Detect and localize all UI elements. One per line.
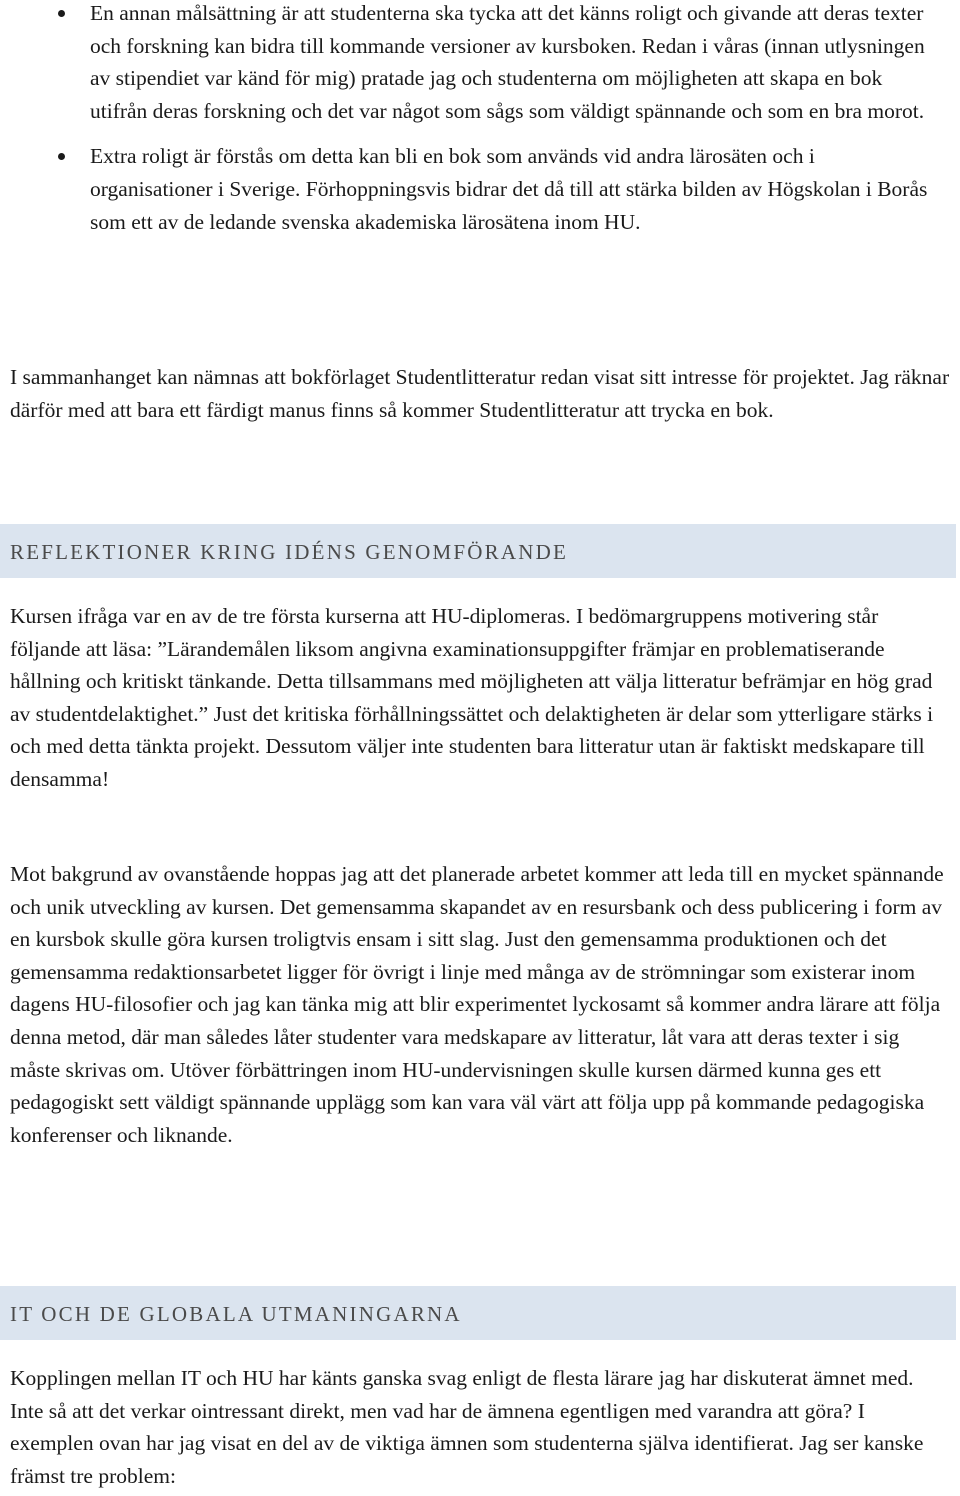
section-heading-band — [0, 1286, 956, 1340]
bullet-item — [0, 140, 960, 238]
bullet-item — [0, 0, 960, 127]
section-heading: IT OCH DE GLOBALA UTMANINGARNA — [10, 1302, 462, 1326]
section-heading: REFLEKTIONER KRING IDÉNS GENOMFÖRANDE — [10, 540, 568, 564]
bullet-dot-icon — [58, 10, 65, 17]
section-heading-band — [0, 524, 956, 578]
bullet-text: Extra roligt är förstås om detta kan bli en bok som används vid andra lärosäten och i organisationer i Sverige. Förhoppningsvis bidrar det då till att stärka bilden av Högskolan i Borås som ett av de ledande svenska akademiska lärosätena inom HU. — [90, 144, 928, 234]
intro-paragraph: I sammanhanget kan nämnas att bokförlaget Studentlitteratur redan visat sitt intresse för projektet. Jag räknar därför med att bara ett färdigt manus finns så kommer Studentlitteratur att trycka en bok. — [10, 365, 950, 422]
body-paragraph: Mot bakgrund av ovanstående hoppas jag att det planerade arbetet kommer att leda till en mycket spännande och unik utveckling av kursen. Det gemensamma skapandet av en resursbank och dess publicering i form av en kursbok skulle göra kursen troligtvis ensam i sitt slag. Just den gemensamma produktionen och det gemensamma redaktionsarbetet ligger för övrigt i linje med många av de strömningar som existerar inom dagens HU-filosofier och jag kan tänka mig att blir experimentet lyckosamt så kommer andra lärare att följa denna metod, där man således låter studenter vara medskapare av litteratur, låt vara att deras texter i sig måste skrivas om. Utöver förbättringen inom HU-undervisningen skulle kursen därmed kunna ges ett pedagogiskt sett väldigt spännande upplägg som kan vara väl värt att följa upp på kommande pedagogiska konferenser och liknande. — [10, 862, 944, 1147]
body-paragraph: Kopplingen mellan IT och HU har känts ganska svag enligt de flesta lärare jag har diskuterat ämnet med. Inte så att det verkar ointressant direkt, men vad har de ämnena egentligen med varandra att göra? I exemplen ovan har jag visat en del av de viktiga ämnen som studenterna själva identifierat. Jag ser kanske främst tre problem: — [10, 1366, 924, 1488]
bullet-text: En annan målsättning är att studenterna ska tycka att det känns roligt och givande att deras texter och forskning kan bidra till kommande versioner av kursboken. Redan i våras (innan utlysningen av stipendiet var känd för mig) pratade jag och studenterna om möjligheten att skapa en bok utifrån deras forskning och det var något som sågs som väldigt spännande och som en bra morot. — [90, 1, 925, 123]
bullet-dot-icon — [58, 153, 65, 160]
body-paragraph: Kursen ifråga var en av de tre första kurserna att HU-diplomeras. I bedömargruppens motivering står följande att läsa: ”Lärandemålen liksom angivna examinationsuppgifter främjar en problematiserande hållning och kritiskt tänkande. Detta tillsammans med möjligheten att välja litteratur befrämjar en hög grad av studentdelaktighet.” Just det kritiska förhållningssättet och delaktigheten är delar som ytterligare stärks i och med detta tänkta projekt. Dessutom väljer inte studenten bara litteratur utan är faktiskt medskapare till densamma! — [10, 604, 934, 791]
bullet-list — [0, 0, 960, 238]
